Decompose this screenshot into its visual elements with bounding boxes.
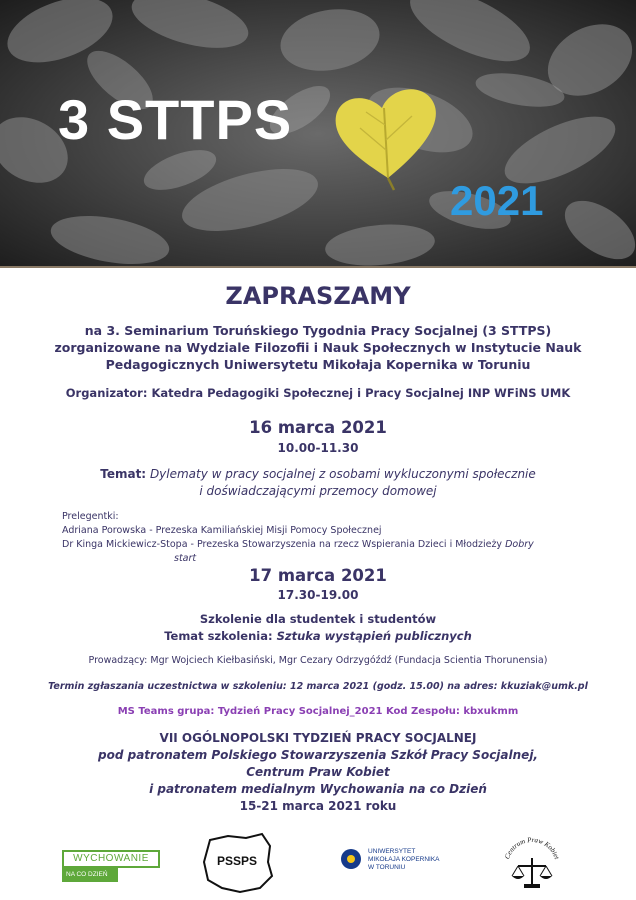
- speaker-2: Dr Kinga Mickiewicz-Stopa - Prezeska Stowarzyszenia na rzecz Wspierania Dzieci i Młodzieży: [62, 539, 503, 550]
- event-title: 3 STTPS: [58, 88, 293, 151]
- scales-icon: [500, 836, 564, 892]
- seminar-description: [0, 322, 636, 373]
- seminar-line-2: zorganizowane na Wydziale Filozofii i Nauk Społecznych w Instytucie Nauk: [54, 340, 582, 355]
- day1-topic: [0, 466, 636, 500]
- footer-line-4: i patronatem medialnym Wychowania na co Dzień: [149, 782, 487, 796]
- day2-topic: Sztuka wystąpień publicznych: [276, 629, 472, 643]
- event-year: 2021: [450, 177, 544, 224]
- footer-line-5: 15-21 marca 2021 roku: [239, 799, 397, 813]
- day1-time: 10.00-11.30: [277, 441, 359, 455]
- day2-training-title: Szkolenie dla studentek i studentów: [199, 612, 437, 626]
- footer-line-2: pod patronatem Polskiego Stowarzyszenia Szkół Pracy Socjalnej,: [98, 748, 538, 762]
- cpk-logo-text: Centrum Praw Kobiet: [503, 836, 561, 861]
- day1-topic-label: Temat:: [100, 467, 147, 481]
- page-heading: ZAPRASZAMY: [225, 282, 411, 310]
- svg-text:Centrum Praw Kobiet: [503, 836, 561, 861]
- wychowanie-logo-bottom: NA CO DZIEŃ: [62, 868, 118, 882]
- day2-time: 17.30-19.00: [277, 588, 359, 602]
- hero-banner: [0, 0, 636, 268]
- registration-deadline: Termin zgłaszania uczestnictwa w szkoleniu: 12 marca 2021 (godz. 15.00) na adres: kkuziak@umk.pl: [48, 681, 588, 692]
- speakers: [62, 510, 582, 566]
- day1-date: 16 marca 2021: [249, 418, 387, 437]
- wychowanie-logo: [62, 850, 160, 882]
- footer-patronage: [0, 730, 636, 815]
- umk-logo: [340, 846, 460, 880]
- day2-training: [0, 611, 636, 645]
- footer-line-3: Centrum Praw Kobiet: [246, 765, 390, 779]
- hero-divider: [0, 266, 636, 268]
- speaker-1: Adriana Porowska - Prezeska Kamiliańskiej Misji Pomocy Społecznej: [62, 525, 382, 536]
- umk-logo-line-1: UNIWERSYTET: [368, 848, 416, 855]
- speaker-2-org-b: start: [174, 553, 197, 564]
- day2-hosts: Prowadzący: Mgr Wojciech Kiełbasiński, Mgr Cezary Odrzygóźdź (Fundacja Scientia Thorunensia): [88, 655, 548, 666]
- day2-date: 17 marca 2021: [249, 566, 387, 585]
- seminar-line-1: na 3. Seminarium Toruńskiego Tygodnia Pracy Socjalnej (3 STTPS): [84, 323, 552, 338]
- umk-logo-line-2: MIKOŁAJA KOPERNIKA: [368, 856, 440, 863]
- umk-emblem-icon: [340, 848, 362, 870]
- day1-topic-line-2: i doświadczającymi przemocy domowej: [199, 484, 437, 498]
- centrum-praw-kobiet-logo: [500, 836, 564, 892]
- footer-line-1: VII OGÓLNOPOLSKI TYDZIEŃ PRACY SOCJALNEJ: [159, 731, 477, 745]
- speaker-2-org-a: Dobry: [505, 539, 534, 550]
- speakers-label: Prelegentki:: [62, 511, 119, 522]
- day1-topic-line-1: Dylematy w pracy socjalnej z osobami wykluczonymi społecznie: [149, 467, 536, 481]
- organizer: Organizator: Katedra Pedagogiki Społecznej i Pracy Socjalnej INP WFiNS UMK: [65, 386, 571, 400]
- seminar-line-3: Pedagogicznych Uniwersytetu Mikołaja Kopernika w Toruniu: [105, 357, 531, 372]
- pssps-logo-text: PSSPS: [216, 854, 258, 868]
- day2-topic-label: Temat szkolenia:: [164, 629, 273, 643]
- umk-logo-line-3: W TORUNIU: [368, 864, 406, 871]
- pssps-logo: [200, 832, 274, 894]
- wychowanie-logo-top: WYCHOWANIE: [62, 850, 160, 868]
- ms-teams-info: MS Teams grupa: Tydzień Pracy Socjalnej_2021 Kod Zespołu: kbxukmm: [117, 706, 519, 717]
